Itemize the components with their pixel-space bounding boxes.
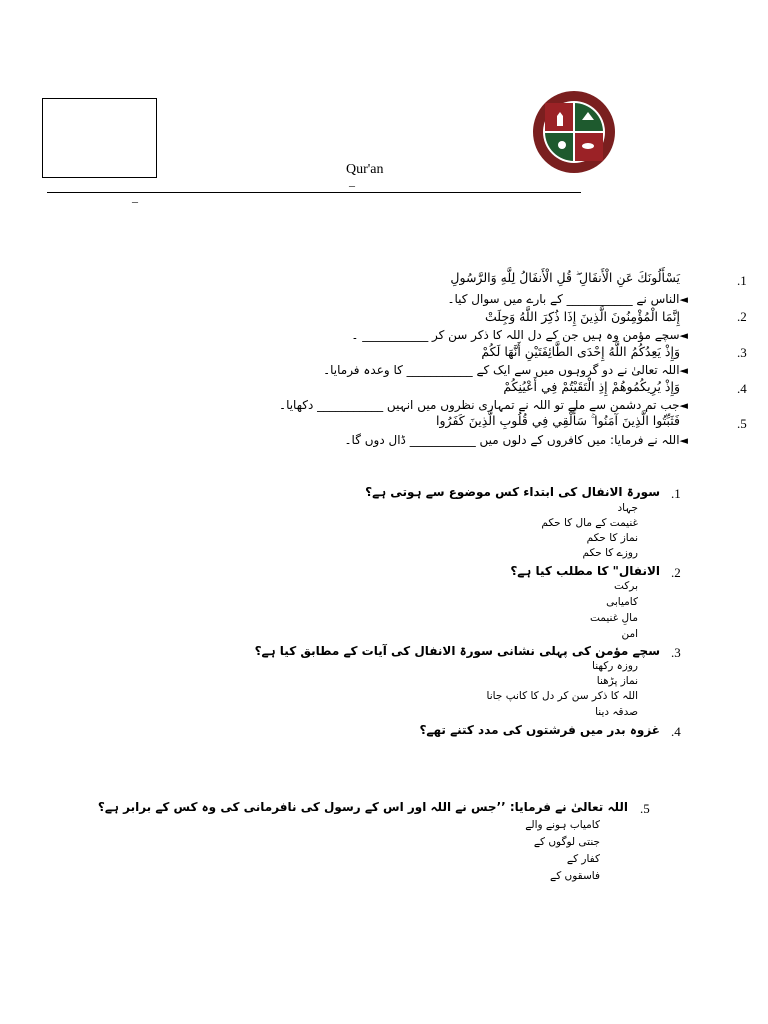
answer-option[interactable]: نماز کا حکم: [586, 532, 638, 544]
arrow-icon: ◄: [679, 364, 688, 377]
question-text: اللہ تعالیٰ نے فرمایا: ’’جس نے اللہ اور اس کے رسول کی نافرمانی کی وہ کس کے برابر ہے؟: [97, 800, 628, 814]
item-number: .5: [737, 416, 747, 431]
question-number: .4: [671, 724, 681, 739]
question-number: .3: [671, 645, 681, 660]
fill-blank-line: ◄سچے مؤمن وہ ہیں جن کے دل اللہ کا ذکر سن کر ___________ ۔: [351, 328, 688, 342]
answer-option[interactable]: روزہ رکھنا: [592, 660, 638, 672]
question-text: غزوہ بدر میں فرشتوں کی مدد کتنے تھے؟: [419, 723, 660, 737]
arabic-verse: وَإِذْ يُرِيكُمُوهُمْ إِذِ الْتَقَيْتُمْ فِي أَعْيُنِكُمْ: [503, 379, 680, 394]
answer-option[interactable]: برکت: [613, 580, 638, 592]
fill-blank-line: ◄جب تم دشمن سے ملے تو اللہ نے تمہاری نظروں میں انہیں ___________ دکھایا۔: [279, 398, 688, 412]
item-number: .4: [737, 381, 747, 396]
question-text: الانفال" کا مطلب کیا ہے؟: [510, 564, 660, 578]
item-number: .3: [737, 345, 747, 360]
answer-option[interactable]: غنیمت کے مال کا حکم: [541, 517, 638, 529]
university-logo: [532, 90, 616, 174]
item-number: .1: [737, 273, 747, 288]
arrow-icon: ◄: [679, 329, 688, 342]
answer-option[interactable]: کفار کے: [566, 853, 600, 865]
dash-mark: –: [132, 194, 138, 208]
fill-blank-line: ◄اللہ نے فرمایا: میں کافروں کے دلوں میں ___________ ڈال دوں گا۔: [344, 433, 688, 447]
arabic-verse: وَإِذْ يَعِدُكُمُ اللَّهُ إِحْدَى الطَّائِفَتَيْنِ أَنَّهَا لَكُمْ: [481, 344, 680, 359]
header-rule: [47, 192, 581, 193]
answer-option[interactable]: روزے کا حکم: [582, 547, 638, 559]
fill-blank-line: ◄الناس نے ___________ کے بارے میں سوال کیا۔: [447, 292, 688, 306]
dash-mark: –: [349, 178, 355, 192]
arrow-icon: ◄: [679, 399, 688, 412]
arrow-icon: ◄: [679, 293, 688, 306]
arabic-verse: إِنَّمَا الْمُؤْمِنُونَ الَّذِينَ إِذَا ذُكِرَ اللَّهُ وَجِلَتْ: [485, 309, 680, 324]
question-text: سچے مؤمن کی پہلی نشانی سورۃ الانفال کی آیات کے مطابق کیا ہے؟: [254, 644, 660, 658]
question-number: .1: [671, 486, 681, 501]
answer-option[interactable]: فاسقوں کے: [550, 870, 600, 882]
answer-option[interactable]: اللہ کا ذکر سن کر دل کا کانپ جانا: [486, 690, 638, 702]
arabic-verse: فَثَبِّتُوا الَّذِينَ آمَنُوا ۚ سَأُلْقِي فِي قُلُوبِ الَّذِينَ كَفَرُوا: [436, 413, 680, 428]
answer-option[interactable]: کامیابی: [606, 596, 638, 608]
answer-option[interactable]: مالِ غنیمت: [590, 612, 638, 624]
question-number: .2: [671, 565, 681, 580]
answer-option[interactable]: جہاد: [617, 502, 638, 514]
answer-option[interactable]: امن: [621, 628, 638, 640]
question-text: سورۃ الانفال کی ابتداء کس موضوع سے ہوتی ہے؟: [365, 485, 660, 499]
arabic-verse: يَسْأَلُونَكَ عَنِ الْأَنفَالِ ۖ قُلِ الْأَنفَالُ لِلَّهِ وَالرَّسُولِ: [450, 270, 680, 285]
item-number: .2: [737, 309, 747, 324]
subject-title: Qur'an: [346, 162, 384, 177]
answer-option[interactable]: جنتی لوگوں کے: [533, 836, 600, 848]
answer-option[interactable]: کامیاب ہونے والے: [525, 819, 600, 831]
arrow-icon: ◄: [679, 434, 688, 447]
question-number: .5: [640, 801, 650, 816]
answer-option[interactable]: نماز پڑھنا: [596, 675, 638, 687]
answer-option[interactable]: صدقہ دینا: [595, 706, 638, 718]
fill-blank-line: ◄اللہ تعالیٰ نے دو گروہوں میں سے ایک کے ___________ کا وعدہ فرمایا۔: [323, 363, 688, 377]
photo-box: [42, 98, 157, 178]
